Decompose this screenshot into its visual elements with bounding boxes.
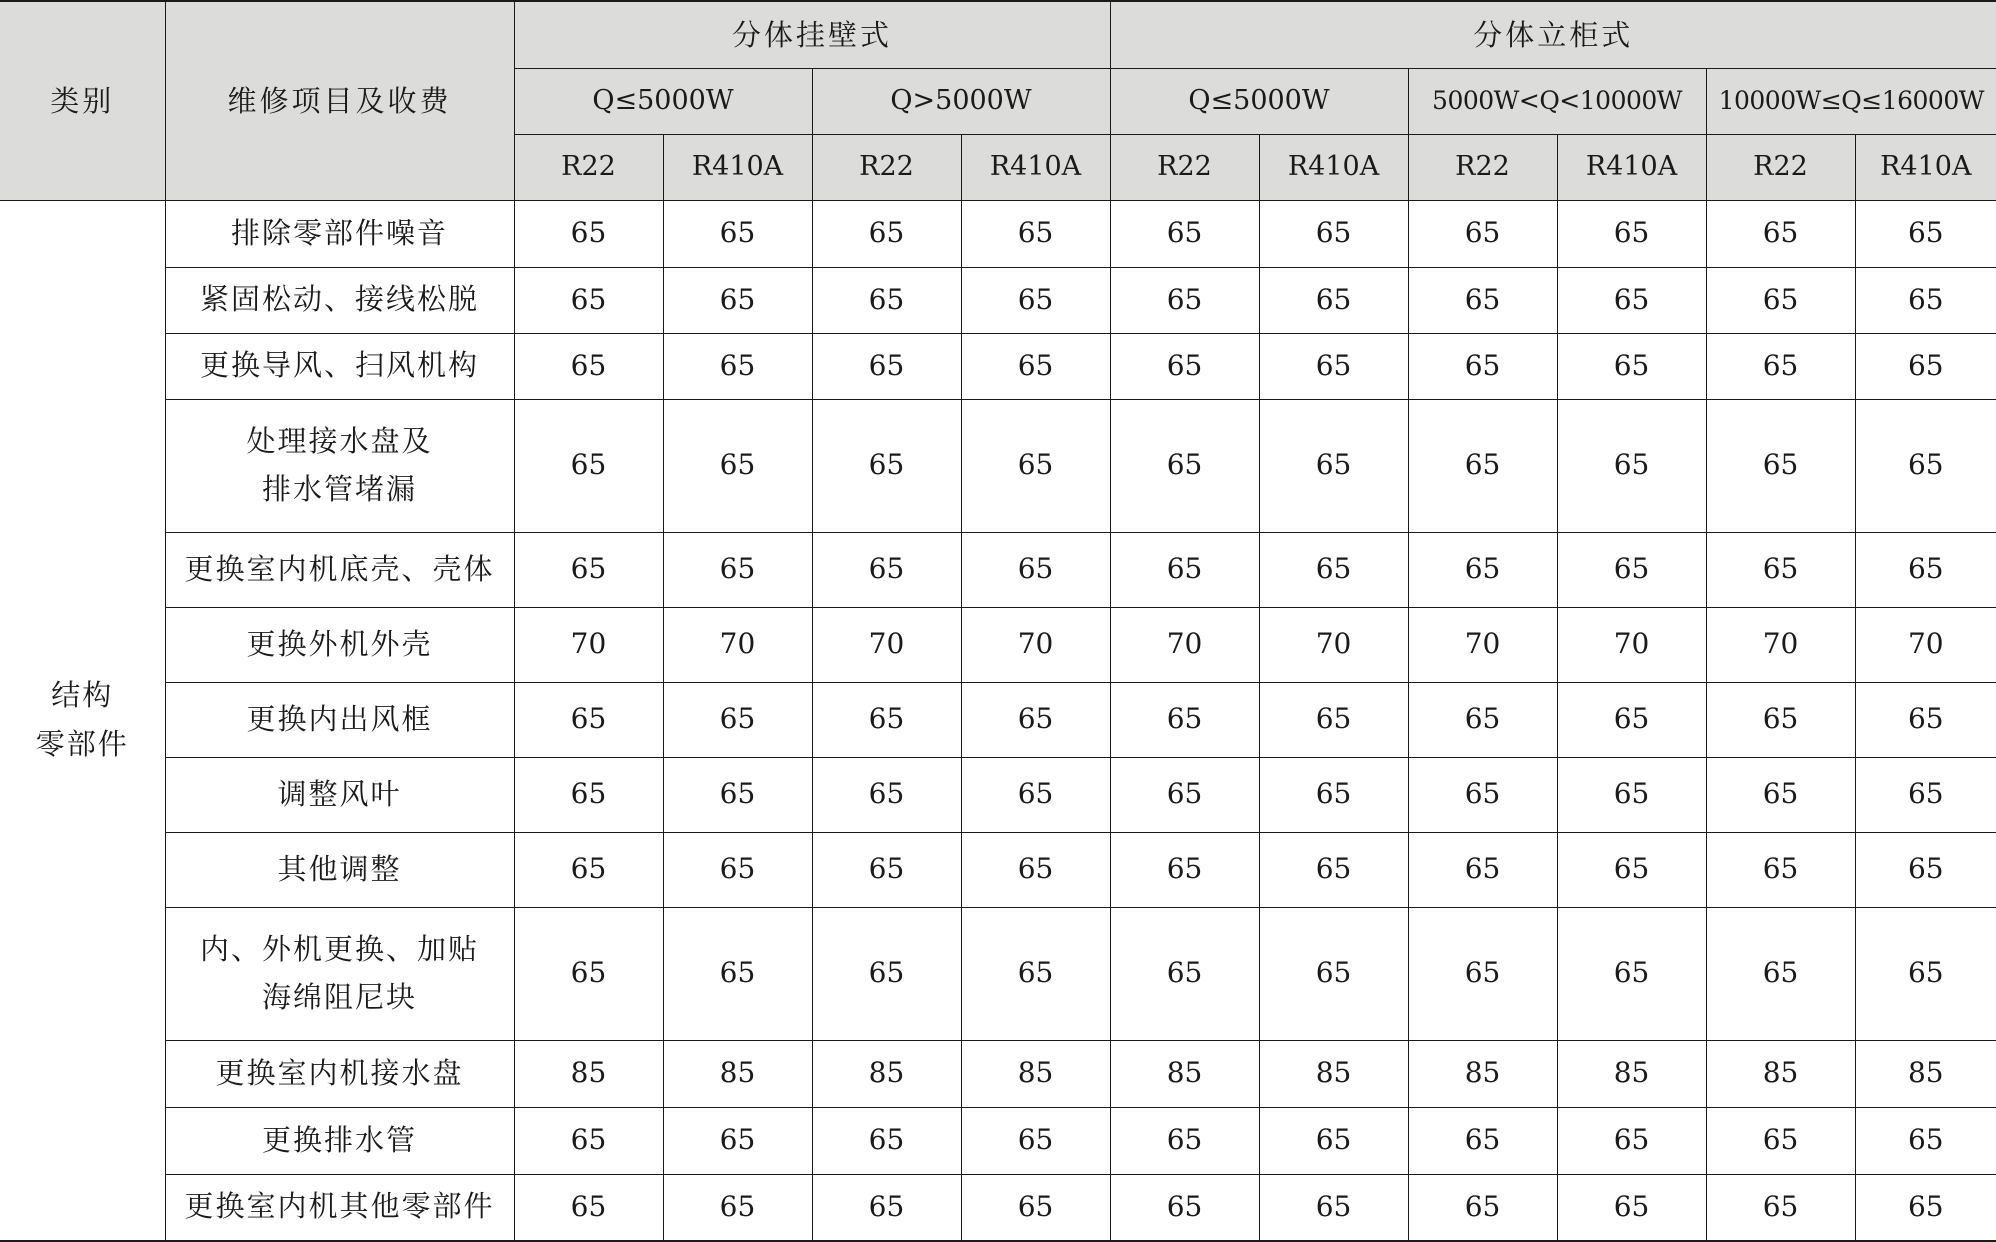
fee-cell: 85	[1855, 1040, 1996, 1107]
capacity-range-header: 5000W<Q<10000W	[1408, 68, 1706, 134]
fee-cell: 70	[1855, 607, 1996, 682]
repair-item-cell	[165, 607, 514, 682]
fee-cell: 65	[1557, 682, 1706, 757]
fee-cell: 65	[663, 757, 812, 832]
repair-item-cell	[165, 333, 514, 399]
fee-cell: 70	[1110, 607, 1259, 682]
fee-cell: 65	[663, 832, 812, 907]
wall-mounted-header: 分体挂壁式	[514, 1, 1110, 68]
table-row	[0, 682, 1996, 757]
fee-cell: 65	[1706, 532, 1855, 607]
capacity-range-header: Q≤5000W	[1110, 68, 1408, 134]
fee-cell: 65	[1855, 682, 1996, 757]
fee-cell: 65	[663, 333, 812, 399]
fee-cell: 65	[1557, 1174, 1706, 1241]
fee-cell: 65	[1110, 1174, 1259, 1241]
fee-cell: 65	[1259, 682, 1408, 757]
fee-cell: 65	[961, 267, 1110, 333]
fee-cell: 65	[1706, 682, 1855, 757]
category-cell	[0, 200, 165, 1241]
repair-item-cell	[165, 532, 514, 607]
fee-cell: 70	[1706, 607, 1855, 682]
fee-cell: 65	[514, 267, 663, 333]
fee-cell: 65	[812, 907, 961, 1040]
fee-cell: 65	[663, 1174, 812, 1241]
fee-cell: 65	[514, 757, 663, 832]
fee-cell: 85	[961, 1040, 1110, 1107]
capacity-range-header: Q>5000W	[812, 68, 1110, 134]
fee-cell: 65	[1557, 907, 1706, 1040]
fee-cell: 65	[812, 532, 961, 607]
table-row	[0, 333, 1996, 399]
fee-cell: 65	[1259, 1107, 1408, 1174]
fee-cell: 65	[1855, 757, 1996, 832]
repair-item-line: 其他调整	[277, 851, 402, 886]
fee-cell: 65	[514, 682, 663, 757]
fee-cell: 65	[1855, 907, 1996, 1040]
repair-item-cell	[165, 1107, 514, 1174]
refrigerant-header: R22	[1408, 134, 1557, 200]
fee-cell: 65	[663, 267, 812, 333]
fee-cell: 65	[812, 1174, 961, 1241]
capacity-range-header: 10000W≤Q≤16000W	[1706, 68, 1996, 134]
fee-cell: 65	[1110, 200, 1259, 267]
fee-cell: 65	[1110, 399, 1259, 532]
fee-cell: 85	[812, 1040, 961, 1107]
capacity-range-header: Q≤5000W	[514, 68, 812, 134]
fee-cell: 85	[1408, 1040, 1557, 1107]
fee-cell: 65	[1408, 682, 1557, 757]
fee-cell: 65	[1408, 1107, 1557, 1174]
fee-cell: 65	[1855, 832, 1996, 907]
fee-cell: 65	[514, 907, 663, 1040]
fee-cell: 65	[1408, 267, 1557, 333]
fee-cell: 65	[1557, 200, 1706, 267]
fee-cell: 65	[812, 757, 961, 832]
repair-item-line: 更换外机外壳	[246, 626, 433, 661]
fee-cell: 85	[1259, 1040, 1408, 1107]
fee-cell: 65	[1110, 1107, 1259, 1174]
fee-cell: 65	[1259, 200, 1408, 267]
fee-cell: 65	[1259, 757, 1408, 832]
fee-cell: 65	[1706, 1107, 1855, 1174]
refrigerant-header: R410A	[1557, 134, 1706, 200]
fee-cell: 65	[961, 682, 1110, 757]
repair-item-line: 更换排水管	[261, 1122, 417, 1157]
fee-cell: 65	[1706, 399, 1855, 532]
fee-cell: 85	[514, 1040, 663, 1107]
fee-cell: 65	[514, 832, 663, 907]
repair-item-cell	[165, 200, 514, 267]
fee-cell: 70	[1557, 607, 1706, 682]
fee-cell: 65	[1706, 1174, 1855, 1241]
refrigerant-header: R22	[514, 134, 663, 200]
table-row	[0, 1107, 1996, 1174]
table-body	[0, 200, 1996, 1241]
floor-standing-header: 分体立柜式	[1110, 1, 1996, 68]
repair-item-cell	[165, 757, 514, 832]
fee-cell: 65	[812, 200, 961, 267]
repair-item-line: 更换室内机其他零部件	[184, 1189, 495, 1224]
refrigerant-header: R22	[1706, 134, 1855, 200]
repair-item-line: 紧固松动、接线松脱	[199, 282, 479, 317]
fee-cell: 65	[514, 1174, 663, 1241]
table-row	[0, 907, 1996, 1040]
fee-cell: 65	[961, 532, 1110, 607]
fee-cell: 65	[1855, 1174, 1996, 1241]
repair-item-cell	[165, 1174, 514, 1241]
repair-item-line: 海绵阻尼块	[261, 979, 417, 1014]
fee-cell: 65	[961, 200, 1110, 267]
fee-cell: 65	[663, 200, 812, 267]
fee-cell: 65	[1408, 907, 1557, 1040]
repair-item-cell	[165, 682, 514, 757]
fee-cell: 85	[1110, 1040, 1259, 1107]
fee-cell: 65	[1557, 267, 1706, 333]
table-row	[0, 757, 1996, 832]
fee-cell: 65	[961, 1107, 1110, 1174]
fee-cell: 85	[1706, 1040, 1855, 1107]
fee-cell: 85	[663, 1040, 812, 1107]
fee-cell: 65	[663, 399, 812, 532]
fee-cell: 65	[1110, 532, 1259, 607]
fee-cell: 65	[1855, 399, 1996, 532]
fee-cell: 65	[1855, 333, 1996, 399]
fee-cell: 65	[961, 907, 1110, 1040]
fee-cell: 65	[812, 832, 961, 907]
fee-cell: 65	[1557, 399, 1706, 532]
fee-cell: 65	[514, 532, 663, 607]
fee-cell: 65	[1557, 532, 1706, 607]
repair-item-line: 处理接水盘及	[246, 423, 433, 458]
fee-cell: 65	[812, 333, 961, 399]
fee-cell: 70	[514, 607, 663, 682]
fee-cell: 65	[1855, 200, 1996, 267]
repair-item-line: 更换室内机底壳、壳体	[184, 551, 495, 586]
table-row	[0, 200, 1996, 267]
fee-cell: 65	[961, 399, 1110, 532]
fee-cell: 65	[514, 1107, 663, 1174]
fee-cell: 65	[961, 832, 1110, 907]
table-row	[0, 399, 1996, 532]
fee-cell: 65	[961, 1174, 1110, 1241]
fee-cell: 65	[1259, 1174, 1408, 1241]
repair-item-line: 调整风叶	[277, 776, 402, 811]
fee-cell: 65	[514, 333, 663, 399]
repair-item-line: 内、外机更换、加贴	[199, 931, 479, 966]
fee-cell: 65	[663, 682, 812, 757]
fee-cell: 65	[1706, 200, 1855, 267]
table-row	[0, 532, 1996, 607]
repair-item-cell	[165, 1040, 514, 1107]
refrigerant-header: R410A	[1855, 134, 1996, 200]
fee-cell: 65	[1557, 333, 1706, 399]
fee-cell: 65	[1110, 907, 1259, 1040]
repair-item-cell	[165, 267, 514, 333]
fee-cell: 65	[1557, 832, 1706, 907]
refrigerant-header: R22	[812, 134, 961, 200]
fee-cell: 65	[961, 333, 1110, 399]
fee-cell: 65	[1259, 333, 1408, 399]
fee-cell: 70	[812, 607, 961, 682]
fee-cell: 65	[514, 200, 663, 267]
fee-cell: 65	[812, 399, 961, 532]
fee-cell: 65	[1706, 907, 1855, 1040]
fee-cell: 65	[812, 682, 961, 757]
repair-item-line: 更换导风、扫风机构	[199, 348, 479, 383]
fee-cell: 65	[1408, 532, 1557, 607]
fee-cell: 65	[1110, 682, 1259, 757]
category-line: 结构	[51, 677, 114, 712]
fee-cell: 65	[1408, 399, 1557, 532]
table-row	[0, 267, 1996, 333]
table-row	[0, 1040, 1996, 1107]
fee-cell: 70	[1259, 607, 1408, 682]
fee-cell: 65	[1259, 399, 1408, 532]
repair-item-line: 更换室内机接水盘	[215, 1055, 464, 1090]
fee-cell: 65	[1855, 532, 1996, 607]
fee-cell: 65	[1706, 267, 1855, 333]
fee-cell: 65	[1110, 832, 1259, 907]
fee-cell: 65	[1557, 1107, 1706, 1174]
fee-cell: 65	[812, 267, 961, 333]
repair-item-cell	[165, 399, 514, 532]
fee-cell: 65	[1557, 757, 1706, 832]
fee-cell: 65	[1110, 267, 1259, 333]
fee-cell: 65	[1259, 532, 1408, 607]
repair-item-line: 排除零部件噪音	[230, 215, 448, 250]
table-row	[0, 607, 1996, 682]
fee-cell: 65	[663, 532, 812, 607]
fee-cell: 65	[663, 907, 812, 1040]
fee-cell: 65	[1408, 1174, 1557, 1241]
repair-item-cell	[165, 907, 514, 1040]
fee-cell: 65	[1259, 267, 1408, 333]
repair-item-cell	[165, 832, 514, 907]
fee-cell: 65	[1706, 757, 1855, 832]
fee-cell: 65	[1408, 200, 1557, 267]
fee-cell: 70	[961, 607, 1110, 682]
fee-cell: 65	[1855, 1107, 1996, 1174]
fee-cell: 65	[1706, 832, 1855, 907]
table-row	[0, 1174, 1996, 1241]
fee-cell: 65	[514, 399, 663, 532]
fee-cell: 85	[1557, 1040, 1706, 1107]
refrigerant-header: R22	[1110, 134, 1259, 200]
repair-item-line: 更换内出风框	[246, 701, 433, 736]
fee-cell: 65	[1408, 757, 1557, 832]
fee-cell: 65	[1110, 757, 1259, 832]
fee-cell: 70	[663, 607, 812, 682]
fee-cell: 65	[1855, 267, 1996, 333]
fee-cell: 65	[1259, 907, 1408, 1040]
refrigerant-header: R410A	[663, 134, 812, 200]
fee-cell: 65	[1259, 832, 1408, 907]
fee-cell: 65	[1706, 333, 1855, 399]
fee-cell: 65	[1408, 832, 1557, 907]
fee-cell: 65	[961, 757, 1110, 832]
fee-cell: 65	[1110, 333, 1259, 399]
category-line: 零部件	[35, 727, 129, 762]
fee-cell: 65	[663, 1107, 812, 1174]
fee-cell: 70	[1408, 607, 1557, 682]
category-header: 类别	[0, 1, 165, 200]
fee-cell: 65	[1408, 333, 1557, 399]
table-header	[0, 1, 1996, 200]
fee-cell: 65	[812, 1107, 961, 1174]
table-row	[0, 832, 1996, 907]
refrigerant-header: R410A	[1259, 134, 1408, 200]
refrigerant-header: R410A	[961, 134, 1110, 200]
item-header: 维修项目及收费	[165, 1, 514, 200]
repair-item-line: 排水管堵漏	[261, 471, 417, 506]
